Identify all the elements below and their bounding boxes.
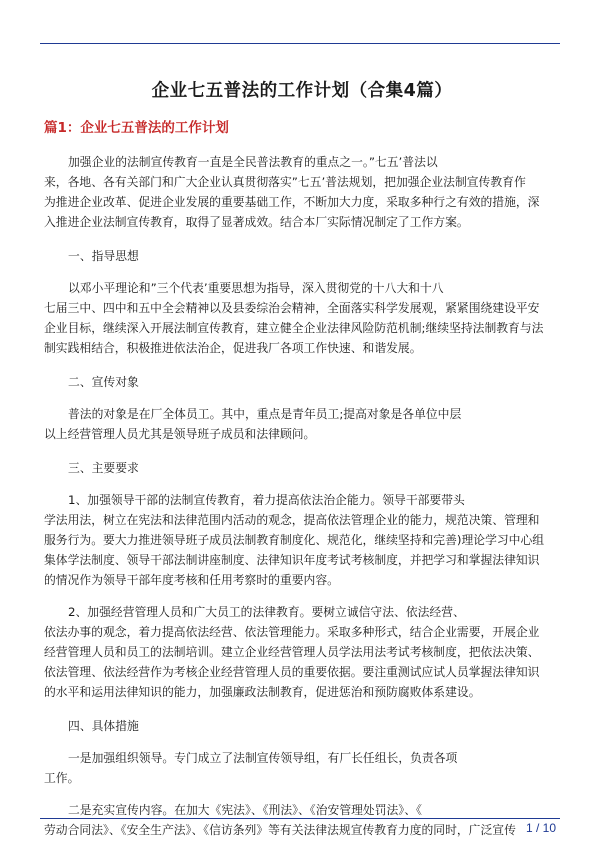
body-paragraph bbox=[44, 152, 560, 232]
body-paragraph bbox=[44, 404, 560, 444]
paragraph-line: 2、加强经营管理人员和广大员工的法律教育。要树立诚信守法、依法经营、 bbox=[68, 605, 465, 619]
paragraph-line: 劳动合同法》、《安全生产法》、《信访条列》等有关法律法规宣传教育力度的同时，广泛宣传 bbox=[44, 823, 516, 837]
paragraph-line: 七届三中、四中和五中全会精神以及县委综治会精神，全面落实科学发展观，紧紧围绕建设平安 bbox=[44, 301, 540, 315]
body-paragraph bbox=[44, 602, 560, 702]
paragraph-line: 来，各地、各有关部门和广大企业认真贯彻落实”七五’普法规划，把加强企业法制宣传教育作 bbox=[44, 175, 526, 189]
body-paragraph bbox=[44, 748, 560, 788]
paragraph-list bbox=[44, 152, 560, 840]
paragraph-line: 制实践相结合，积极推进依法治企，促进我厂各项工作快速、和谐发展。 bbox=[44, 341, 422, 355]
document-body bbox=[44, 62, 560, 840]
paragraph-line: 以邓小平理论和”三个代表’重要思想为指导，深入贯彻党的十八大和十八 bbox=[68, 281, 444, 295]
paragraph-line: 服务行为。要大力推进领导班子成员法制教育制度化、规范化，继续坚持和完善)理论学习中心组 bbox=[44, 533, 545, 547]
paragraph-line: 依法办事的观念，着力提高依法经营、依法管理能力。采取多种形式，结合企业需要，开展企业 bbox=[44, 625, 540, 639]
paragraph-line: 集体学法制度、领导干部法制讲座制度、法律知识年度考试考核制度，并把学习和掌握法律知识 bbox=[44, 553, 540, 567]
section-heading: 三、主要要求 bbox=[68, 461, 139, 475]
body-paragraph bbox=[44, 490, 560, 590]
paragraph-line: 一是加强组织领导。专门成立了法制宣传领导组，有厂长任组长，负责各项 bbox=[68, 751, 458, 765]
paragraph-line: 入推进企业法制宣传教育，取得了显著成效。结合本厂实际情况制定了工作方案。 bbox=[44, 215, 469, 229]
paragraph-line: 二是充实宣传内容。在加大《宪法》、《刑法》、《治安管理处罚法》、《 bbox=[68, 803, 422, 817]
header-rule bbox=[40, 43, 560, 44]
paragraph-line: 的情况作为领导干部年度考核和任用考察时的重要内容。 bbox=[44, 573, 339, 587]
section-heading: 四、具体措施 bbox=[68, 719, 139, 733]
section-heading: 二、宣传对象 bbox=[68, 375, 139, 389]
paragraph-line: 1、加强领导干部的法制宣传教育，着力提高依法治企能力。领导干部要带头 bbox=[68, 493, 465, 507]
paragraph-line: 工作。 bbox=[44, 771, 80, 785]
paragraph-line: 依法管理、依法经营作为考核企业经营管理人员的重要依据。要注重测试应试人员掌握法律知识 bbox=[44, 665, 540, 679]
paragraph-line: 普法的对象是在厂全体员工。其中，重点是青年员工;提高对象是各单位中层 bbox=[68, 407, 462, 421]
paragraph-line: 企业目标，继续深入开展法制宣传教育，建立健全企业法律风险防范机制;继续坚持法制教育与法 bbox=[44, 321, 544, 335]
section-title: 篇1：企业七五普法的工作计划 bbox=[44, 120, 229, 136]
paragraph-line: 的水平和运用法律知识的能力，加强廉政法制教育，促进惩治和预防腐败体系建设。 bbox=[44, 685, 481, 699]
body-paragraph bbox=[44, 800, 560, 840]
paragraph-line: 以上经营管理人员尤其是领导班子成员和法律顾问。 bbox=[44, 427, 316, 441]
section-heading: 一、指导思想 bbox=[68, 249, 139, 263]
page-indicator: 1 / 10 bbox=[525, 821, 556, 835]
paragraph-line: 经营管理人员和员工的法制培训。建立企业经营管理人员学法用法考试考核制度，把依法决策、 bbox=[44, 645, 540, 659]
paragraph-line: 为推进企业改革、促进企业发展的重要基础工作，不断加大力度，采取多种行之有效的措施，深 bbox=[44, 195, 540, 209]
document-title: 企业七五普法的工作计划（合集4篇） bbox=[151, 81, 453, 101]
paragraph-line: 加强企业的法制宣传教育一直是全民普法教育的重点之一。”七五’普法以 bbox=[68, 155, 438, 169]
paragraph-line: 学法用法，树立在宪法和法律范围内活动的观念，提高依法管理企业的能力，规范决策、管理和 bbox=[44, 513, 540, 527]
footer-rule bbox=[40, 818, 560, 819]
body-paragraph bbox=[44, 278, 560, 358]
